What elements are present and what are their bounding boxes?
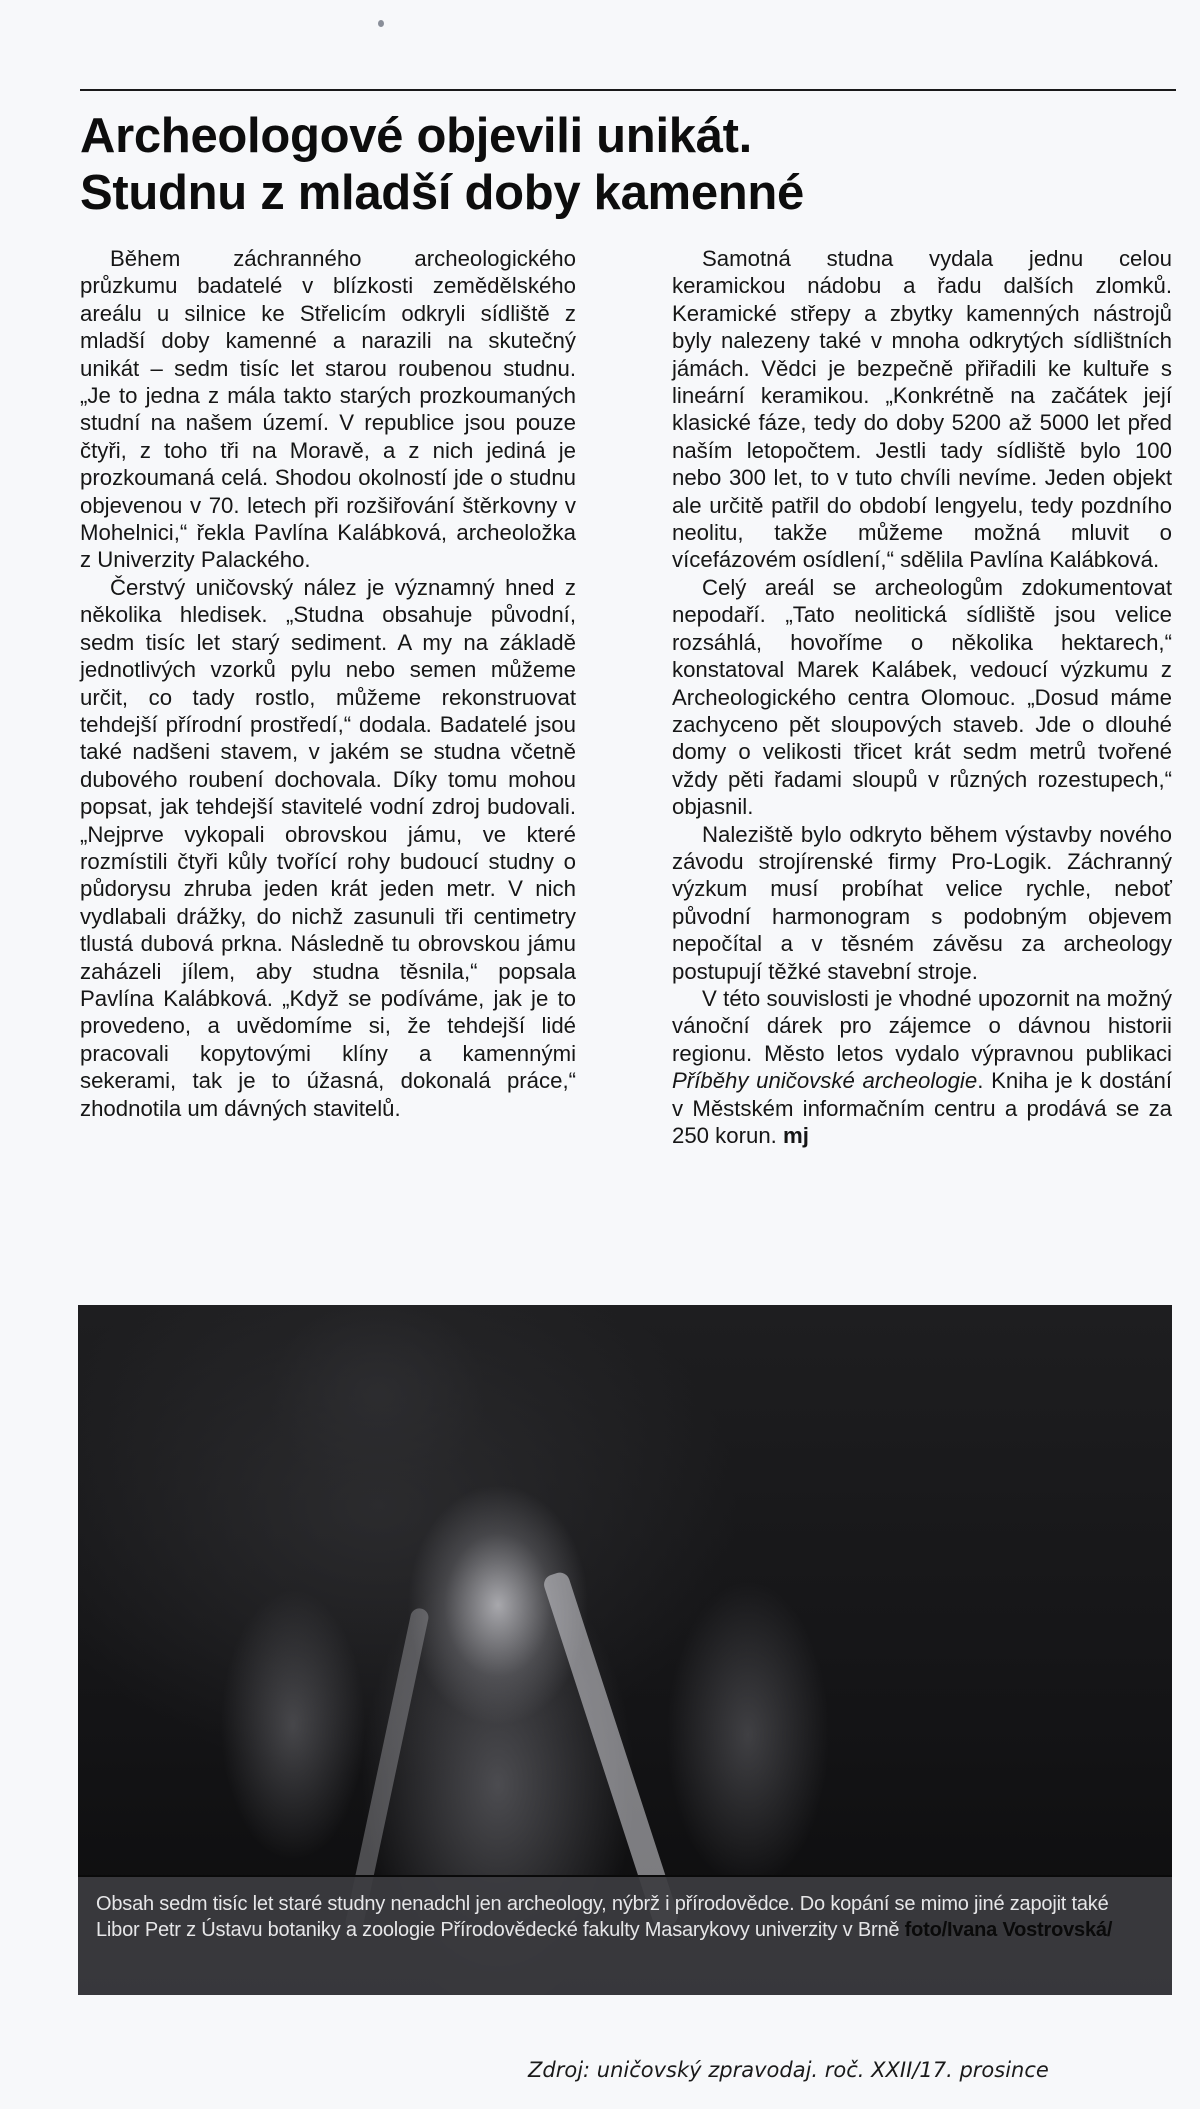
article-headline [80,108,1180,222]
book-title: Příběhy uničovské archeologie [672,1068,978,1094]
headline-line-1: Archeologové objevili unikát. [80,109,752,163]
paragraph [672,985,1172,1149]
paragraph: Samotná studna vydala jednu celou keramickou nádobu a řadu dalších zlomků. Keramické střepy a zbytky kamenných nástrojů byly nalezeny také v mnoha odkrytých sídlištních jámách. Vědci je bezpečně přiřadili ke kultuře s lineární keramikou. „Konkrétně na začátek její klasické fáze, tedy do doby 5200 až 5000 let před naším letopočtem. Jestli tady sídliště bylo 100 nebo 300 let, to v tuto chvíli nevíme. Jeden objekt ale určitě patřil do období lengyelu, tedy pozdního neolitu, takže můžeme možná mluvit o vícefázovém osídlení,“ sdělila Pavlína Kalábková. [672,246,1172,573]
caption-text: Obsah sedm tisíc let staré studny nenadchl jen archeology, nýbrž i přírodovědce. Do kopání se mimo jiné zapojit také Libor Petr z Ústavu botaniky a zoologie Přírodovědecké fakulty Masarykovy univerzity v Brně [96,1893,1109,1941]
photo-caption [78,1875,1172,1995]
text: . Kniha je k dostání v Městském informačním centru a prodává se za 250 korun. [672,1068,1172,1148]
paragraph: Naleziště bylo odkryto během výstavby nového závodu strojírenské firmy Pro-Logik. Záchranný výzkum musí probíhat velice rychle, neboť původní harmonogram s podobným objevem nepočítal a v těsném závěsu za archeology postupují těžké stavební stroje. [672,821,1172,984]
headline-line-2: Studnu z mladší doby kamenné [80,166,804,220]
paragraph: Čerstvý uničovský nález je významný hned z několika hledisek. „Studna obsahuje původní, sedm tisíc let starý sediment. A my na základě jednotlivých vzorků pylu nebo semen můžeme určit, co tady rostlo, můžeme rekonstruovat tehdejší přírodní prostředí,“ dodala. Badatelé jsou také nadšeni stavem, v jakém se studna včetně dubového roubení dochovala. Díky tomu mohou popsat, jak tehdejší stavitelé vodní zdroj budovali. „Nejprve vykopali obrovskou jámu, ve které rozmístili čtyři kůly tvořící rohy budoucí studny o půdorysu zhruba jeden krát jeden metr. V nich vydlabali drážky, do nichž zasunuli tři centimetry tlustá dubová prkna. Následně tu obrovskou jámu zaházeli jílem, aby studna těsnila,“ popsala Pavlína Kalábková. „Když se podíváme, jak je to provedeno, a uvědomíme si, že tehdejší lidé pracovali kopytovými klíny a kamennými sekerami, tak je to úžasná, dokonalá práce,“ zhodnotila um dávných stavitelů. [80,574,576,1121]
source-note: Zdroj: uničovský zpravodaj. roč. XXII/17. prosince [528,2058,1049,2082]
text: V této souvislosti je vhodné upozornit na možný vánoční dárek pro zájemce o dávnou historii regionu. Město letos vydalo výpravnou publikaci [672,985,1172,1066]
article-column-left [80,245,576,1122]
photo-credit: foto/Ivana Vostrovská/ [904,1919,1113,1941]
paragraph: Během záchranného archeologického průzkumu badatelé v blízkosti zemědělského areálu u silnice ke Střelicím odkryli sídliště z mladší doby kamenné a narazili na skutečný unikát – sedm tisíc let starou roubenou studnu. „Je to jedna z mála takto starých prozkoumaných studní na našem území. V republice jsou pouze čtyři, z toho tři na Moravě, a z nich jediná je prozkoumaná celá. Shodou okolností jde o studnu objevenou v 70. letech při rozšiřování štěrkovny v Mohelnici,“ řekla Pavlína Kalábková, archeoložka z Univerzity Palackého. [80,246,576,573]
top-rule-divider [80,89,1176,91]
article-column-right [672,245,1172,1149]
paragraph: Celý areál se archeologům zdokumentovat nepodaří. „Tato neolitická sídliště jsou velice rozsáhlá, hovoříme o několika hektarech,“ konstatoval Marek Kalábek, vedoucí výzkumu z Archeologického centra Olomouc. „Dosud máme zachyceno pět sloupových staveb. Jde o dlouhé domy o velikosti třicet krát sedm metrů tvořené vždy pěti řadami sloupů v různých rozestupech,“ objasnil. [672,574,1172,820]
author-initials: mj [783,1123,809,1148]
scan-speck [378,20,384,27]
article-photo [78,1305,1172,1995]
